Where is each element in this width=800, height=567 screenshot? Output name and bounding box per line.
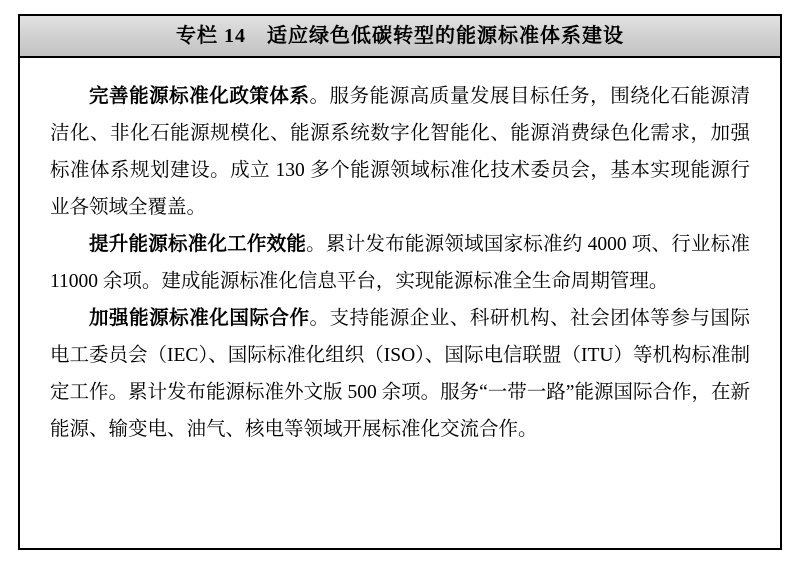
paragraph-3-lead: 加强能源标准化国际合作 [89, 308, 310, 329]
paragraph-2-text: 。累计发布能源领域国家标准约 4000 项、行业标准 11000 余项。建成能源标准化信息平台，实现能源标准全生命周期管理。 [50, 234, 750, 292]
callout-box [18, 14, 782, 550]
paragraph-3-text: 。支持能源企业、科研机构、社会团体等参与国际电工委员会（IEC）、国际标准化组织（ISO）、国际电信联盟（ITU）等机构标准制定工作。累计发布能源标准外文版 500 余项。服务“一带一路”能源国际合作，在新能源、输变电、油气、核电等领域开展标准化交流合作。 [50, 308, 750, 440]
paragraph-1-text: 。服务能源高质量发展目标任务，围绕化石能源清洁化、非化石能源规模化、能源系统数字化智能化、能源消费绿色化需求，加强标准体系规划建设。成立 130 多个能源领域标准化技术委员会，基本实现能源行业各领域全覆盖。 [50, 86, 750, 218]
callout-box-body [20, 58, 780, 548]
paragraph-2 [50, 226, 750, 300]
paragraph-3 [50, 300, 750, 448]
paragraph-1-lead: 完善能源标准化政策体系 [89, 86, 310, 107]
paragraph-1 [50, 78, 750, 226]
paragraph-2-lead: 提升能源标准化工作效能 [89, 234, 307, 255]
callout-box-header [20, 16, 780, 58]
callout-box-title: 专栏 14 适应绿色低碳转型的能源标准体系建设 [176, 25, 624, 47]
